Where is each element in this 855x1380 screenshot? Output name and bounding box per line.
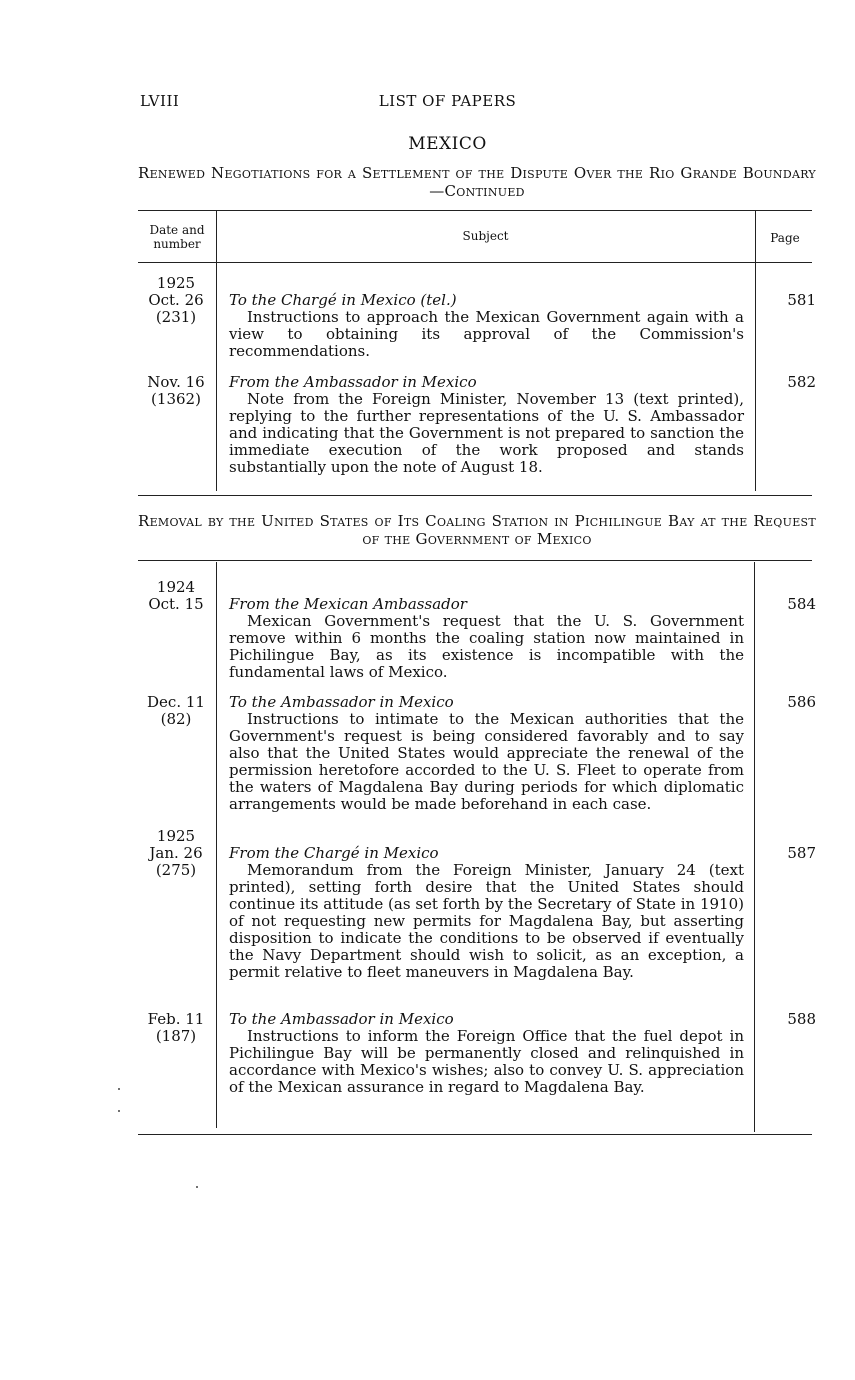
entry-page: 588 [787, 1010, 816, 1028]
entry-page: 584 [787, 595, 816, 613]
table-header-rule [138, 262, 812, 263]
scan-speck [118, 1088, 120, 1090]
entry-number: (231) [155, 308, 197, 326]
entry-page: 582 [787, 373, 816, 391]
entry-body: Mexican Government's request that the U. S. Government remove within 6 months the coaling station now maintained in Pichilingue Bay, as its existence is incompatible with the fundamental laws of Mexico. [229, 612, 744, 681]
entry-body: Instructions to approach the Mexican Government again with a view to obtaining its approval of the Commission's recommendations. [229, 308, 744, 360]
entry-lead: To the Chargé in Mexico (tel.) [229, 291, 457, 309]
table-top-rule [138, 560, 812, 561]
entry-body: Instructions to inform the Foreign Office that the fuel depot in Pichilingue Bay will be permanently closed and relinquished in accordance with Mexico's wishes; also to convey U. S. appreciation of the Mexican assurance in regard to Magdalena Bay. [229, 1027, 744, 1096]
entry-date: Feb. 11 [147, 1010, 205, 1028]
entry-number: (187) [155, 1027, 197, 1045]
table-bottom-rule [138, 1134, 812, 1135]
entry-year: 1924 [156, 578, 196, 596]
table-top-rule [138, 210, 812, 211]
entry-body: Note from the Foreign Minister, November 13 (text printed), replying to the further representations of the U. S. Ambassador and indicating that the Government is not prepared to sanction the immediate execution of the work proposed and stands substantially upon the note of August 18. [229, 390, 744, 476]
entry-number: (275) [155, 861, 197, 879]
entry-subject [229, 374, 744, 476]
country-heading: MEXICO [408, 134, 487, 154]
section-title-rio-grande: Renewed Negotiations for a Settlement of the Dispute Over the Rio Grande Boundary—Continued [138, 164, 816, 200]
column-divider [755, 211, 756, 491]
entry-lead: From the Chargé in Mexico [229, 844, 439, 862]
scan-speck [118, 1110, 120, 1112]
entry-year: 1925 [156, 827, 196, 845]
entry-date: Oct. 26 [148, 291, 204, 309]
entry-lead: To the Ambassador in Mexico [229, 1010, 454, 1028]
entry-body: Instructions to intimate to the Mexican authorities that the Government's request is being considered favorably and to say also that the United States would appreciate the renewal of the permission heretofore accorded to the U. S. Fleet to operate from the waters of Magdalena Bay during periods for which diplomatic arrangements would be made beforehand in each case. [229, 710, 744, 813]
entry-number: (82) [160, 710, 192, 728]
column-divider [754, 562, 755, 1132]
entry-date: Oct. 15 [148, 595, 204, 613]
entry-date: Dec. 11 [147, 693, 205, 711]
entry-subject [229, 694, 744, 813]
entry-year: 1925 [156, 274, 196, 292]
entry-page: 581 [787, 291, 816, 309]
entry-body: Memorandum from the Foreign Minister, January 24 (text printed), setting forth desire that the United States should continue its attitude (as set forth by the Secretary of State in 1910) of not requesting new permits for Magdalena Bay, but asserting disposition to indicate the conditions to be observed if eventually the Navy Department should wish to solicit, as an exception, a permit relative to fleet maneuvers in Magdalena Bay. [229, 861, 744, 981]
column-divider [216, 562, 217, 1128]
entry-subject [229, 596, 744, 681]
scan-speck [196, 1186, 198, 1188]
entry-lead: From the Mexican Ambassador [229, 595, 467, 613]
table-bottom-rule [138, 495, 812, 496]
column-header-subject: Subject [462, 229, 509, 243]
entry-subject [229, 845, 744, 981]
column-header-page: Page [770, 231, 800, 245]
entry-subject [229, 292, 744, 360]
entry-date: Nov. 16 [147, 373, 205, 391]
section-title-pichilingue: Removal by the United States of Its Coaling Station in Pichilingue Bay at the Request of the Government of Mexico [138, 512, 816, 548]
entry-date: Jan. 26 [149, 844, 203, 862]
column-divider [216, 211, 217, 491]
column-header-date: Date and number [149, 223, 205, 251]
entry-number: (1362) [151, 390, 201, 408]
entry-subject [229, 1011, 744, 1096]
page-number: LVIII [140, 92, 180, 110]
running-title: LIST OF PAPERS [378, 92, 517, 110]
entry-lead: From the Ambassador in Mexico [229, 373, 477, 391]
entry-page: 587 [787, 844, 816, 862]
entry-lead: To the Ambassador in Mexico [229, 693, 454, 711]
entry-page: 586 [787, 693, 816, 711]
